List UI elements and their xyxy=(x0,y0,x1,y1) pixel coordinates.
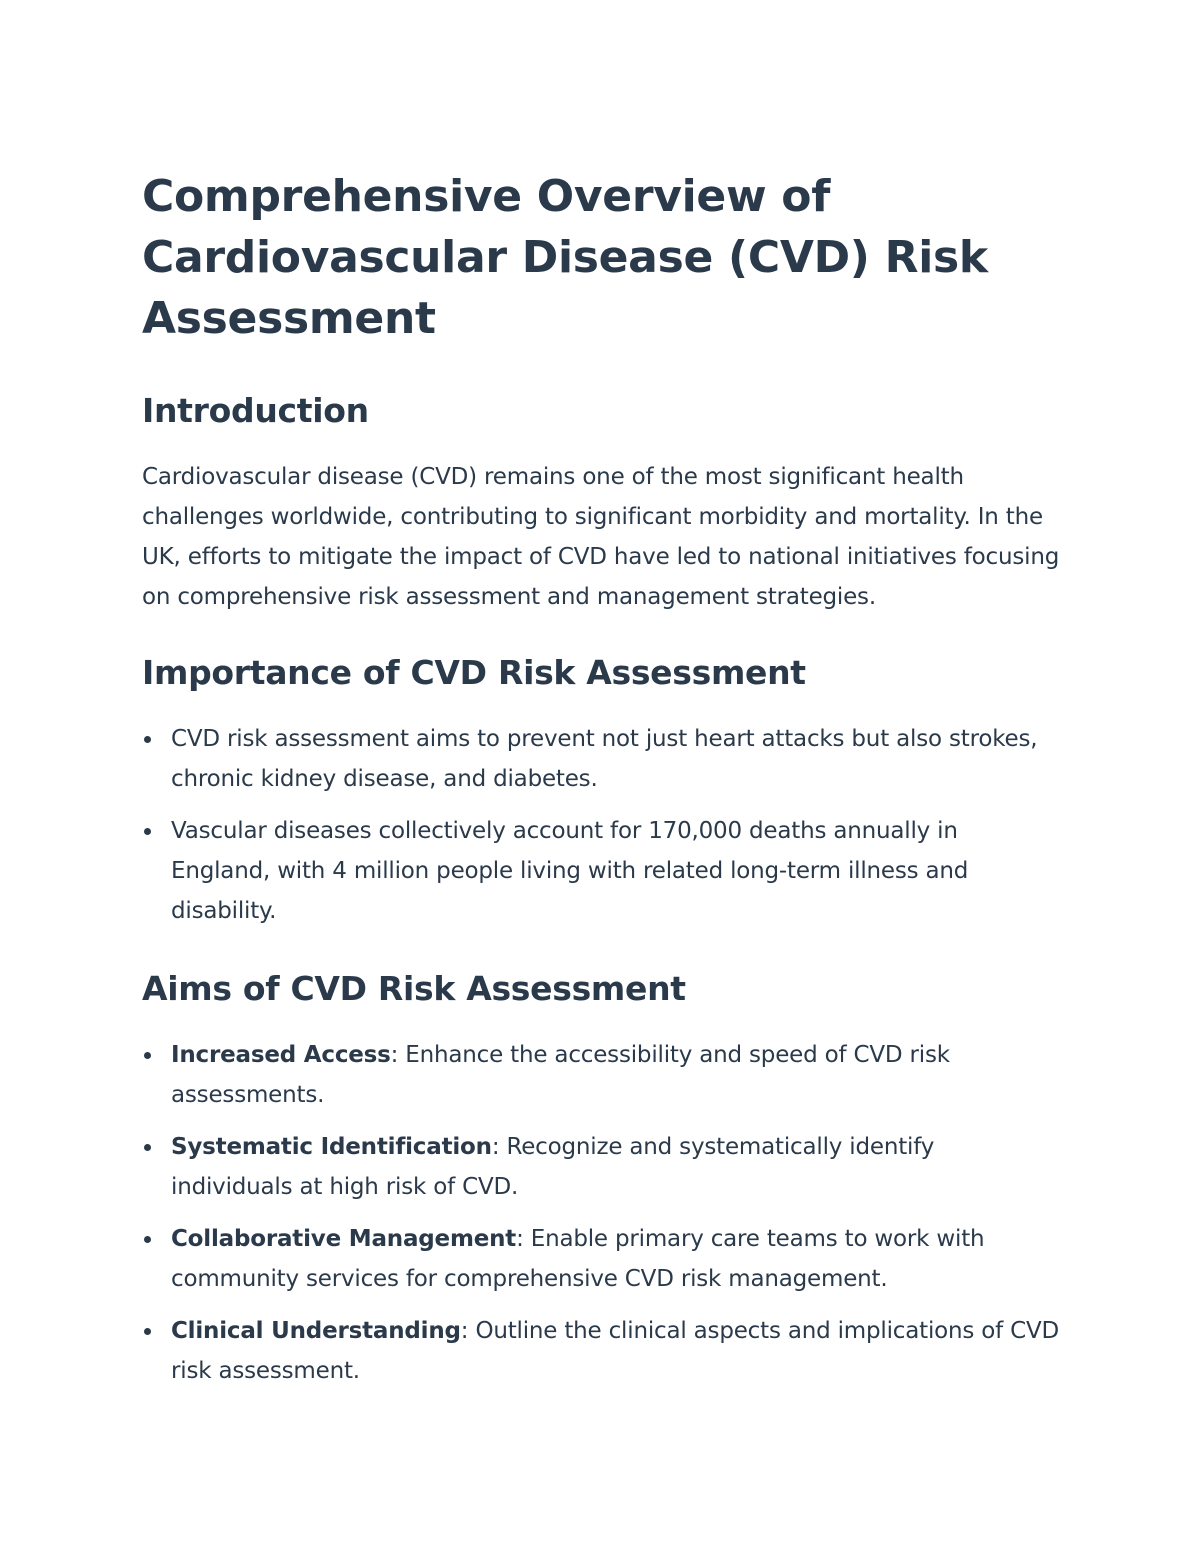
list-item-text: CVD risk assessment aims to prevent not just heart attacks but also strokes, chronic kidney disease, and diabetes. xyxy=(171,726,1038,792)
aims-list-item xyxy=(142,1311,1062,1391)
introduction-heading: Introduction xyxy=(142,391,369,430)
list-item-term: Systematic Identification xyxy=(171,1134,492,1160)
importance-heading: Importance of CVD Risk Assessment xyxy=(142,653,806,692)
list-item-text: : Enhance the accessibility and speed of CVD risk assessments. xyxy=(171,1042,950,1108)
aims-list-item xyxy=(142,1219,1062,1299)
introduction-paragraph: Cardiovascular disease (CVD) remains one of the most significant health challenges worldwide, contributing to significant morbidity and mortality. In the UK, efforts to mitigate the impact of CVD have led to national initiatives focusing on comprehensive risk assessment and management strategies. xyxy=(142,464,1060,610)
bullet-dot-icon xyxy=(144,1052,151,1059)
list-item-text: : Enable primary care teams to work with community services for comprehensive CVD risk management. xyxy=(171,1226,985,1292)
aims-list-item xyxy=(142,1127,1062,1207)
bullet-dot-icon xyxy=(144,1236,151,1243)
bullet-dot-icon xyxy=(144,828,151,835)
bullet-dot-icon xyxy=(144,1328,151,1335)
importance-list xyxy=(142,719,1062,931)
list-item-term: Clinical Understanding xyxy=(171,1318,461,1344)
list-item-text: Vascular diseases collectively account for 170,000 deaths annually in England, with 4 million people living with related long-term illness and disability. xyxy=(171,818,969,924)
bullet-dot-icon xyxy=(144,1144,151,1151)
bullet-dot-icon xyxy=(144,736,151,743)
list-item-term: Collaborative Management xyxy=(171,1226,517,1252)
document-title: Comprehensive Overview of Cardiovascular Disease (CVD) Risk Assessment xyxy=(142,171,988,344)
aims-list xyxy=(142,1035,1062,1391)
list-item-text: : Outline the clinical aspects and implications of CVD risk assessment. xyxy=(171,1318,1060,1384)
document-page xyxy=(142,166,1062,1391)
list-item-term: Increased Access xyxy=(171,1042,391,1068)
aims-list-item xyxy=(142,1035,1062,1115)
importance-list-item xyxy=(142,719,1062,799)
aims-heading: Aims of CVD Risk Assessment xyxy=(142,969,686,1008)
importance-list-item xyxy=(142,811,1062,931)
list-item-text: : Recognize and systematically identify individuals at high risk of CVD. xyxy=(171,1134,935,1200)
